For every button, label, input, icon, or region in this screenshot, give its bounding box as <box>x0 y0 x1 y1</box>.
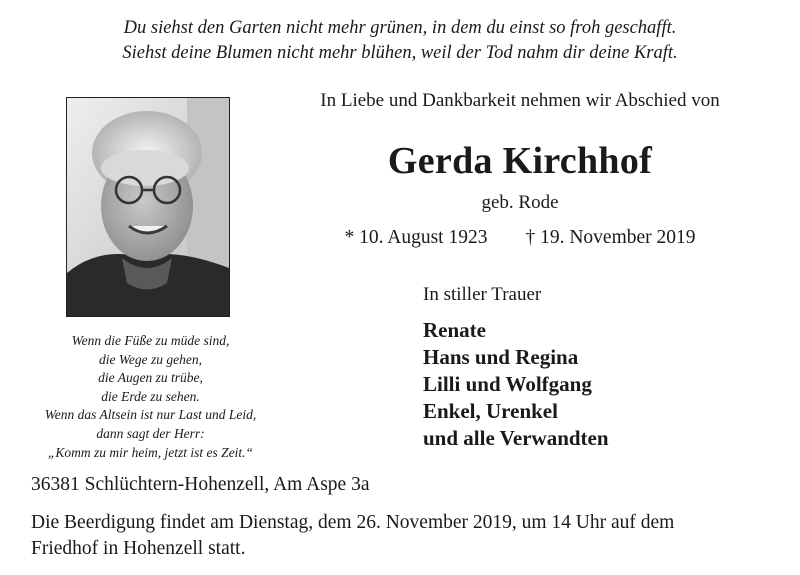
funeral-line-2: Friedhof in Hohenzell statt. <box>31 538 246 559</box>
poem-line: Wenn die Füße zu müde sind, <box>71 333 230 348</box>
portrait-image <box>67 98 229 316</box>
mourner-name: Renate <box>423 318 486 342</box>
birth-name: geb. Rode <box>481 192 559 213</box>
poem-line: dann sagt der Herr: <box>96 425 205 441</box>
deceased-name: Gerda Kirchhof <box>387 140 653 182</box>
verse-line-2: Siehst deine Blumen nicht mehr blühen, weil der Tod nahm dir deine Kraft. <box>122 43 678 63</box>
intro-text: In Liebe und Dankbarkeit nehmen wir Abschied von <box>320 90 720 111</box>
verse-line-1: Du siehst den Garten nicht mehr grünen, in dem du einst so froh geschafft. <box>123 18 677 38</box>
death-date: † 19. November 2019 <box>525 227 696 248</box>
poem-line: die Wege zu gehen, <box>99 351 202 367</box>
birth-date: * 10. August 1923 <box>344 227 488 248</box>
mourner-name: Hans und Regina <box>423 345 579 369</box>
funeral-notice <box>31 510 776 562</box>
address: 36381 Schlüchtern-Hohenzell, Am Aspe 3a <box>31 474 370 495</box>
mourner-name: Lilli und Wolfgang <box>423 372 592 396</box>
poem-line: „Komm zu mir heim, jetzt ist es Zeit.“ <box>47 444 254 460</box>
funeral-line-1: Die Beerdigung findet am Dienstag, dem 26. November 2019, um 14 Uhr auf dem <box>31 512 675 533</box>
poem <box>28 332 273 462</box>
portrait-photo <box>66 97 230 317</box>
mourner-name: Enkel, Urenkel <box>423 399 558 423</box>
mourner-name: und alle Verwandten <box>423 426 609 450</box>
poem-line: Wenn das Altsein ist nur Last und Leid, <box>44 407 257 423</box>
mourning-label: In stiller Trauer <box>423 284 542 305</box>
mourners-list <box>423 317 609 452</box>
top-verse <box>0 16 800 66</box>
poem-line: die Augen zu trübe, <box>98 370 203 386</box>
life-dates <box>240 227 800 249</box>
poem-line: die Erde zu sehen. <box>101 388 200 404</box>
